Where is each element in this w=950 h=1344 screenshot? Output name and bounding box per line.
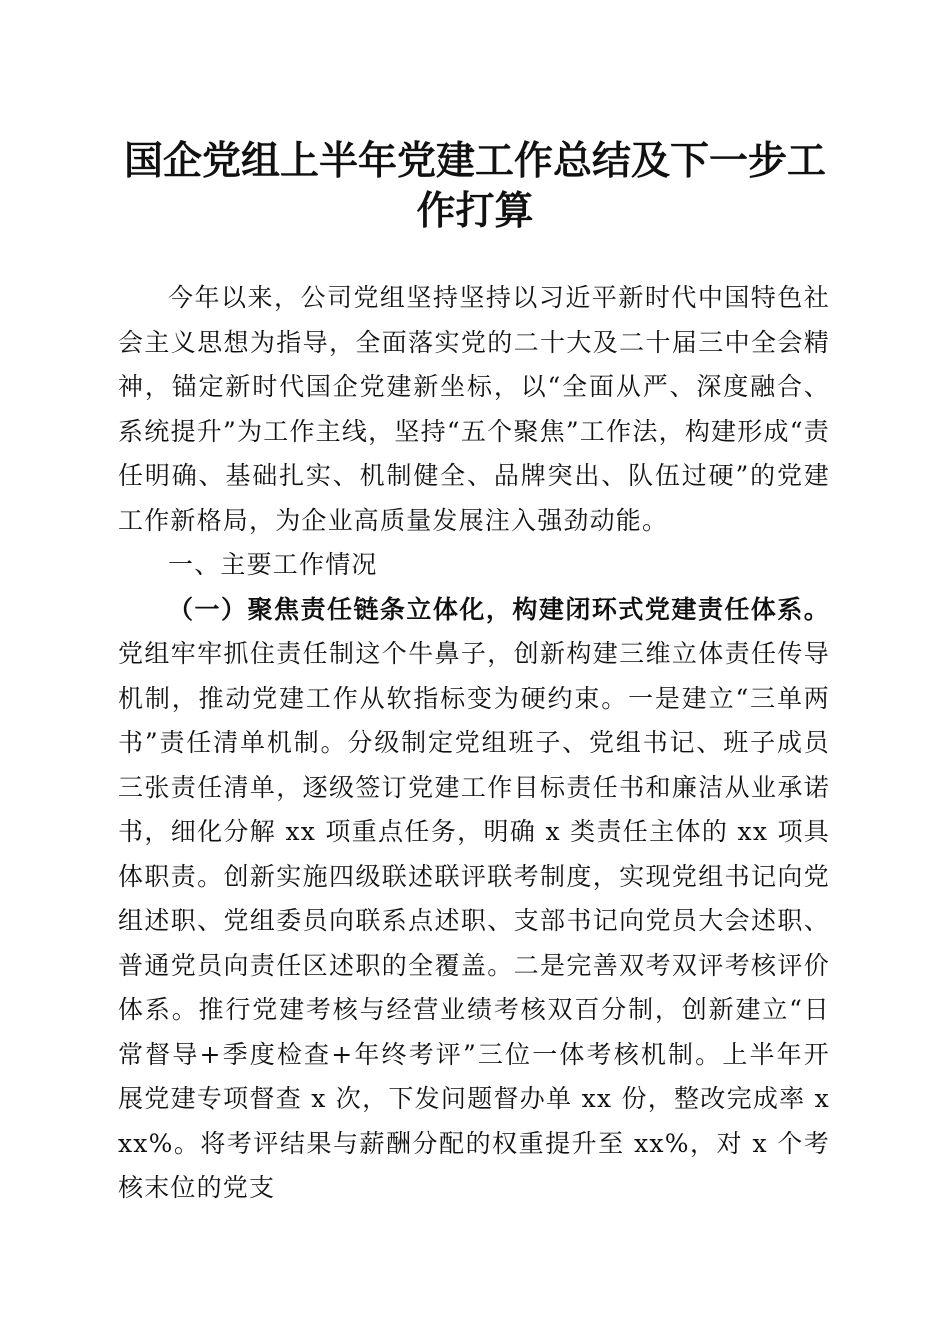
intro-paragraph: 今年以来，公司党组坚持坚持以习近平新时代中国特色社会主义思想为指导，全面落实党的二十大及二十届三中全会精神，锚定新时代国企党建新坐标，以“全面从严、深度融合、系统提升”为工作主线，坚持“五个聚焦”工作法，构建形成“责任明确、基础扎实、机制健全、品牌突出、队伍过硬”的党建工作新格局，为企业高质量发展注入强劲动能。 [118, 283, 830, 535]
subsection-paragraph [118, 588, 830, 1211]
document-title: 国企党组上半年党建工作总结及下一步工作打算 [123, 138, 826, 234]
subsection-heading: （一）聚焦责任链条立体化，构建闭环式党建责任体系。 [168, 594, 830, 624]
subsection-body: 党组牢牢抓住责任制这个牛鼻子，创新构建三维立体责任传导机制，推动党建工作从软指标变为硬约束。一是建立“三单两书”责任清单机制。分级制定党组班子、党组书记、班子成员三张责任清单，逐级签订党建工作目标责任书和廉洁从业承诺书，细化分解 xx 项重点任务，明确 x 类责任主体的 xx 项具体职责。创新实施四级联述联评联考制度，实现党组书记向党组述职、党组委员向联系点述职、支部书记向党员大会述职、普通党员向责任区述职的全覆盖。二是完善双考双评考核评价体系。推行党建考核与经营业绩考核双百分制，创新建立“日常督导+季度检查+年终考评”三位一体考核机制。上半年开展党建专项督查 x 次，下发问题督办单 xx 份，整改完成率 xxx%。将考评结果与薪酬分配的权重提升至 xx%，对 x 个考核末位的党支 [118, 639, 830, 1202]
section-heading: 一、主要工作情况 [168, 550, 378, 579]
document-body [118, 276, 830, 1211]
